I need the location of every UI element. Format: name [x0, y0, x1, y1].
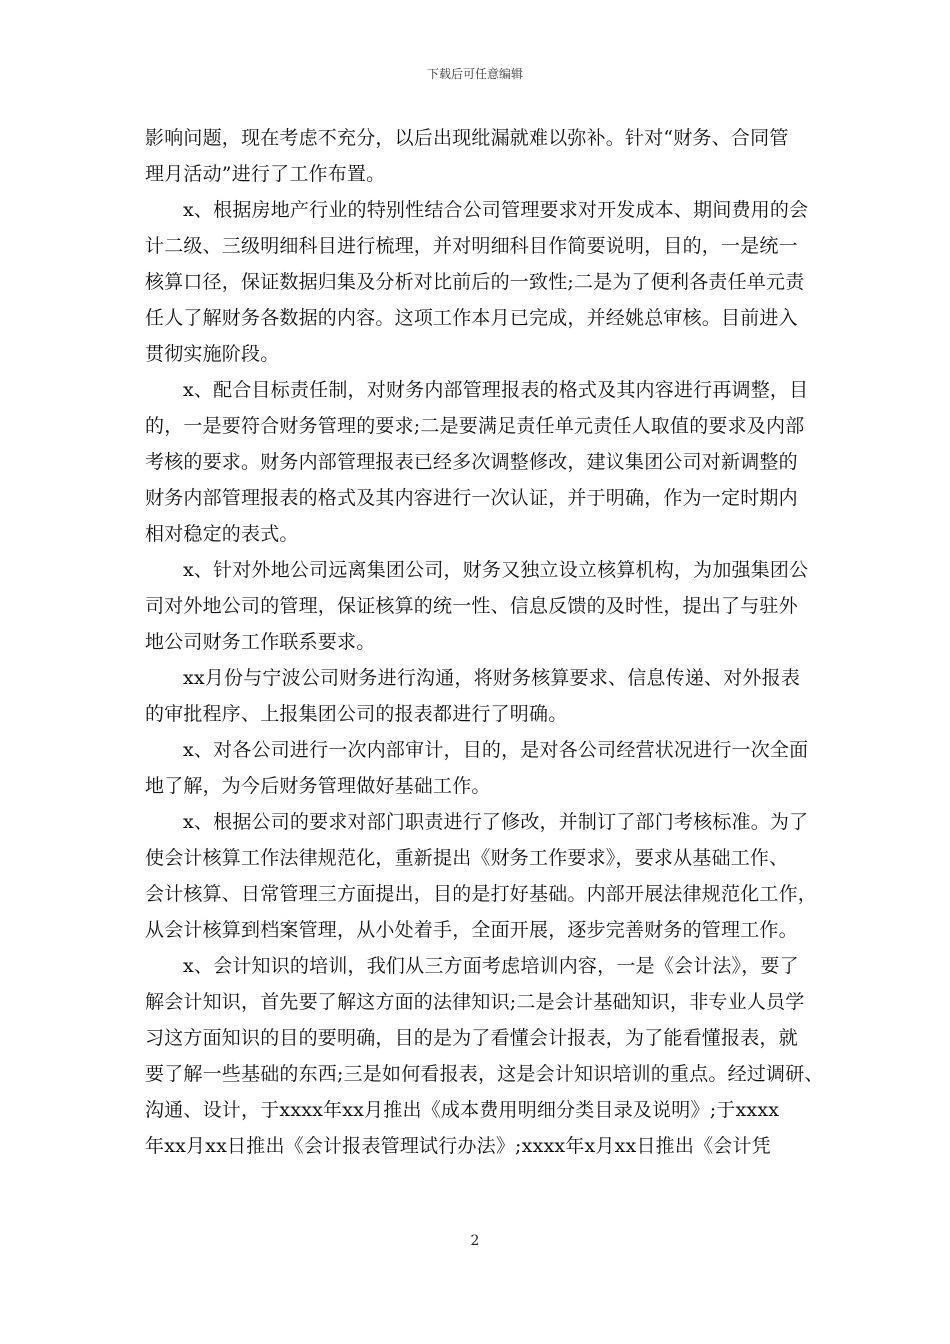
text-line: 核算口径，保证数据归集及分析对比前后的一致性;二是为了便利各责任单元责 — [145, 271, 805, 293]
text-line: x、配合目标责任制，对财务内部管理报表的格式及其内容进行再调整，目 — [183, 379, 809, 401]
text-line: x、对各公司进行一次内部审计，目的，是对各公司经营状况进行一次全面 — [183, 739, 809, 761]
page-number: 2 — [470, 1233, 480, 1249]
text-line: 任人了解财务各数据的内容。这项工作本月已完成，并经姚总审核。目前进入 — [145, 307, 798, 329]
text-line: 考核的要求。财务内部管理报表已经多次调整修改，建议集团公司对新调整的 — [145, 451, 798, 473]
text-line: 计二级、三级明细科目进行梳理，并对明细科目作简要说明，目的，一是统一 — [145, 235, 798, 257]
text-line: xx月份与宁波公司财务进行沟通，将财务核算要求、信息传递、对外报表 — [183, 667, 801, 689]
text-line: 从会计核算到档案管理，从小处着手，全面开展，逐步完善财务的管理工作。 — [145, 919, 798, 941]
text-line: 要了解一些基础的东西;三是如何看报表，这是会计知识培训的重点。经过调研、 — [145, 1063, 824, 1085]
text-line: 年xx月xx日推出《会计报表管理试行办法》;xxxx年x月xx日推出《会计凭 — [145, 1135, 771, 1157]
text-line: 会计核算、日常管理三方面提出，目的是打好基础。内部开展法律规范化工作， — [145, 883, 818, 905]
text-line: 地了解，为今后财务管理做好基础工作。 — [145, 775, 491, 797]
text-line: 习这方面知识的目的要明确，目的是为了看懂会计报表，为了能看懂报表，就 — [145, 1027, 798, 1049]
text-line: 影响问题，现在考虑不充分，以后出现纰漏就难以弥补。针对“财务、合同管 — [145, 127, 789, 149]
text-line: 解会计知识，首先要了解这方面的法律知识;二是会计基础知识，非专业人员学 — [145, 991, 805, 1013]
text-line: 的审批程序、上报集团公司的报表都进行了明确。 — [145, 703, 568, 725]
text-line: 沟通、设计，于xxxx年xx月推出《成本费用明细分类目录及说明》;于xxxx — [145, 1099, 780, 1121]
text-line: x、会计知识的培训，我们从三方面考虑培训内容，一是《会计法》，要了 — [183, 955, 799, 977]
text-line: 相对稳定的表式。 — [145, 523, 299, 545]
text-line: 理月活动”进行了工作布置。 — [145, 163, 386, 185]
text-line: x、根据房地产行业的特别性结合公司管理要求对开发成本、期间费用的会 — [183, 199, 809, 221]
text-line: 的，一是要符合财务管理的要求;二是要满足责任单元责任人取值的要求及内部 — [145, 415, 805, 437]
text-line: 财务内部管理报表的格式及其内容进行一次认证，并于明确，作为一定时期内 — [145, 487, 798, 509]
text-line: x、针对外地公司远离集团公司，财务又独立设立核算机构，为加强集团公 — [183, 559, 809, 581]
text-line: 司对外地公司的管理，保证核算的统一性、信息反馈的及时性，提出了与驻外 — [145, 595, 798, 617]
text-line: 使会计核算工作法律规范化，重新提出《财务工作要求》，要求从基础工作、 — [145, 847, 789, 869]
text-line: 贯彻实施阶段。 — [145, 343, 280, 365]
page-header: 下载后可任意编辑 — [426, 67, 523, 81]
text-line: 地公司财务工作联系要求。 — [145, 631, 376, 653]
document-body — [145, 120, 824, 1164]
text-line: x、根据公司的要求对部门职责进行了修改，并制订了部门考核标准。为了 — [183, 811, 809, 833]
